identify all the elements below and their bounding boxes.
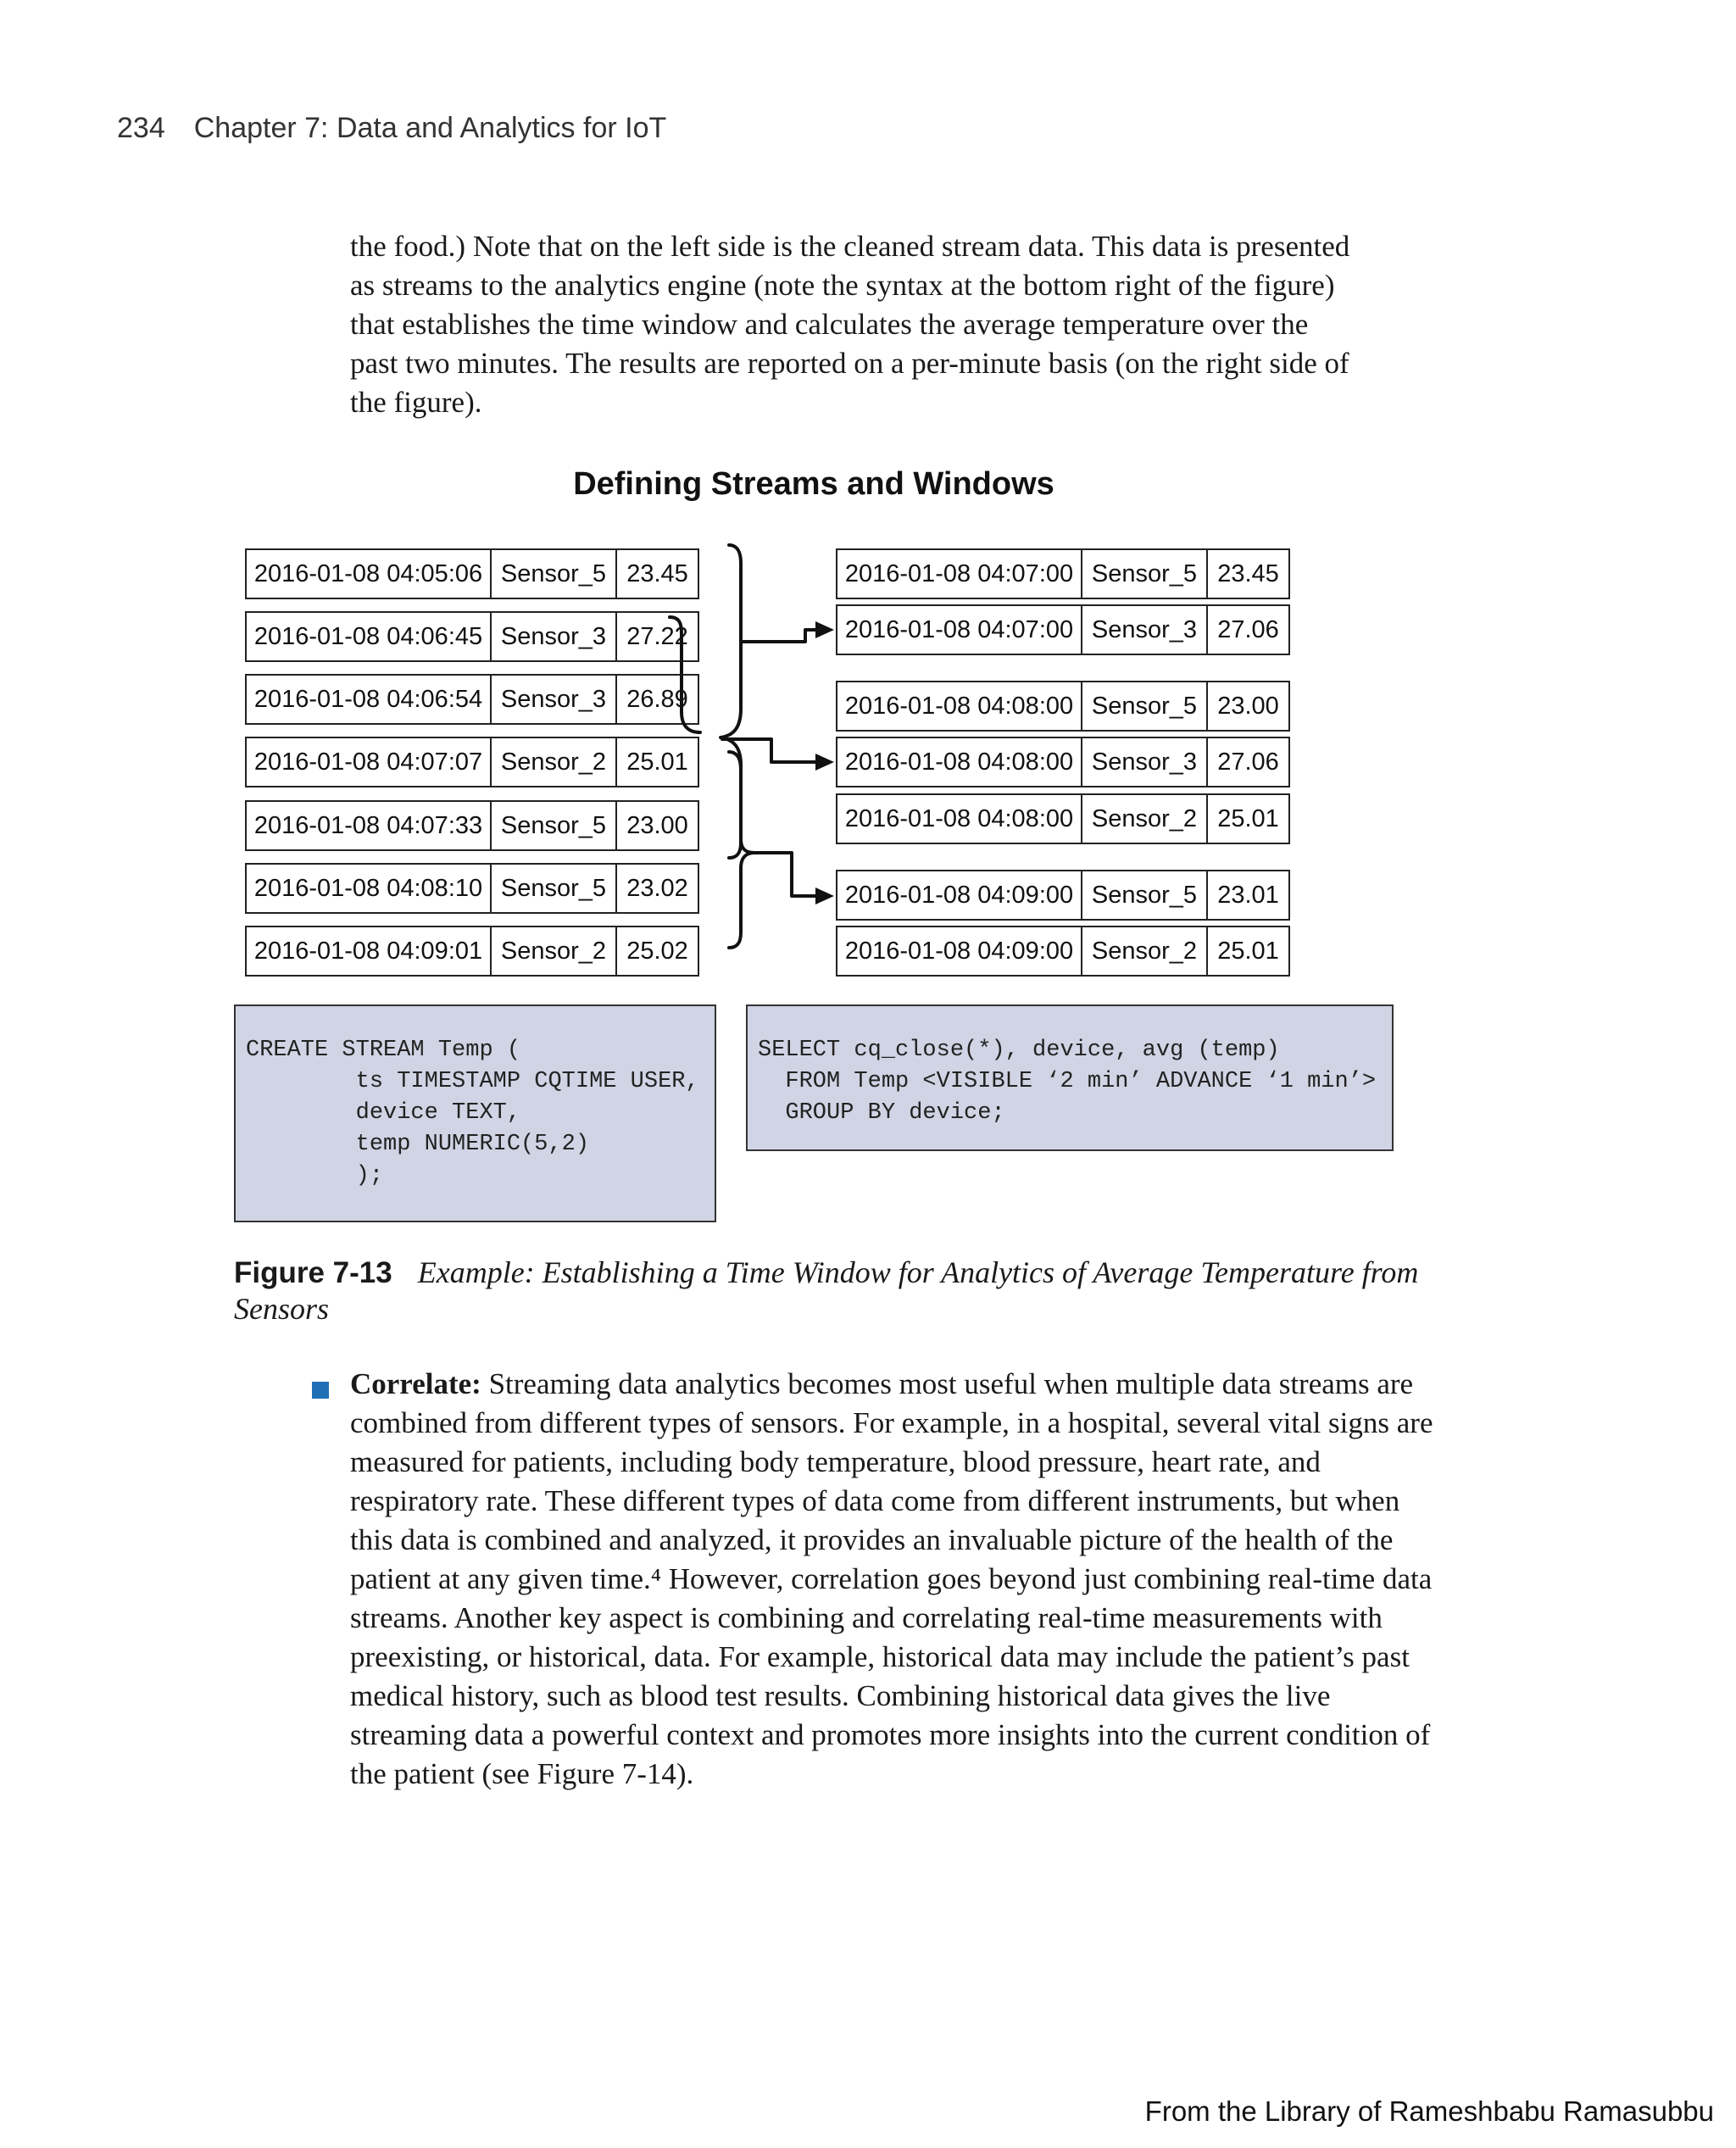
device-cell: Sensor_3 xyxy=(1081,606,1206,654)
select-query-code: SELECT cq_close(*), device, avg (temp) FROM Temp <VISIBLE ‘2 min’ ADVANCE ‘1 min’> GROUP BY device; xyxy=(746,1004,1394,1151)
temp-cell: 25.01 xyxy=(1206,927,1288,975)
device-cell: Sensor_5 xyxy=(490,802,615,849)
figure-number: Figure 7-13 xyxy=(234,1256,392,1289)
arrow-line xyxy=(754,853,821,896)
temp-cell: 25.02 xyxy=(615,927,698,975)
temp-cell: 23.00 xyxy=(1206,682,1288,730)
bullet-square-icon xyxy=(312,1382,329,1399)
temp-cell: 23.45 xyxy=(615,550,698,598)
page-number: 234 xyxy=(117,112,165,144)
arrow-head-icon xyxy=(815,754,834,771)
figure-title: Defining Streams and Windows xyxy=(573,466,1054,502)
timestamp-cell: 2016-01-08 04:08:00 xyxy=(844,692,1074,720)
device-cell: Sensor_3 xyxy=(490,676,615,723)
timestamp-cell: 2016-01-08 04:05:06 xyxy=(253,559,483,587)
device-cell: Sensor_2 xyxy=(1081,927,1206,975)
device-cell: Sensor_5 xyxy=(490,550,615,598)
device-cell: Sensor_3 xyxy=(490,613,615,660)
device-cell: Sensor_3 xyxy=(1081,738,1206,786)
timestamp-cell: 2016-01-08 04:08:10 xyxy=(253,874,483,902)
intro-line: the food.) Note that on the left side is the cleaned stream data. This data is presented xyxy=(350,230,1350,263)
window-brace xyxy=(721,545,741,858)
device-cell: Sensor_2 xyxy=(490,927,615,975)
timestamp-cell: 2016-01-08 04:06:45 xyxy=(253,622,483,650)
intro-line: as streams to the analytics engine (note the syntax at the bottom right of the figure) xyxy=(350,269,1335,302)
temp-cell: 26.89 xyxy=(615,676,698,723)
temp-cell: 23.00 xyxy=(615,802,698,849)
device-cell: Sensor_5 xyxy=(490,865,615,912)
temp-cell: 27.06 xyxy=(1206,738,1288,786)
timestamp-cell: 2016-01-08 04:06:54 xyxy=(253,685,483,713)
timestamp-cell: 2016-01-08 04:08:00 xyxy=(844,804,1074,832)
timestamp-cell: 2016-01-08 04:07:33 xyxy=(253,811,483,839)
temp-cell: 23.02 xyxy=(615,865,698,912)
timestamp-cell: 2016-01-08 04:09:01 xyxy=(253,937,483,965)
device-cell: Sensor_5 xyxy=(1081,871,1206,919)
arrow-head-icon xyxy=(815,621,834,638)
arrow-head-icon xyxy=(815,888,834,904)
temp-cell: 27.06 xyxy=(1206,606,1288,654)
intro-line: the figure). xyxy=(350,386,482,419)
timestamp-cell: 2016-01-08 04:07:00 xyxy=(844,615,1074,643)
create-stream-code: CREATE STREAM Temp ( ts TIMESTAMP CQTIME USER, device TEXT, temp NUMERIC(5,2) ); xyxy=(234,1004,716,1222)
timestamp-cell: 2016-01-08 04:07:00 xyxy=(844,559,1074,587)
arrow-line xyxy=(741,630,824,642)
device-cell: Sensor_2 xyxy=(490,738,615,786)
chapter-title: Chapter 7: Data and Analytics for IoT xyxy=(193,112,667,144)
library-footer: From the Library of Rameshbabu Ramasubbu xyxy=(1144,2095,1714,2127)
temp-cell: 23.45 xyxy=(1206,550,1288,598)
intro-line: past two minutes. The results are reported on a per-minute basis (on the right side of xyxy=(350,347,1349,380)
temp-cell: 25.01 xyxy=(615,738,698,786)
temp-cell: 27.22 xyxy=(615,613,698,660)
timestamp-cell: 2016-01-08 04:07:07 xyxy=(253,748,483,776)
figure-caption-text: Example: Establishing a Time Window for Analytics of Average Temperature from Sensors xyxy=(234,1255,1419,1326)
correlate-paragraph xyxy=(350,1365,1444,1794)
figure-caption xyxy=(234,1255,1505,1327)
intro-line: that establishes the time window and calculates the average temperature over the xyxy=(350,308,1309,341)
temp-cell: 25.01 xyxy=(1206,795,1288,843)
timestamp-cell: 2016-01-08 04:09:00 xyxy=(844,937,1074,965)
bullet-term: Correlate: xyxy=(350,1367,481,1400)
temp-cell: 23.01 xyxy=(1206,871,1288,919)
timestamp-cell: 2016-01-08 04:09:00 xyxy=(844,881,1074,909)
device-cell: Sensor_5 xyxy=(1081,550,1206,598)
device-cell: Sensor_5 xyxy=(1081,682,1206,730)
timestamp-cell: 2016-01-08 04:08:00 xyxy=(844,748,1074,776)
device-cell: Sensor_2 xyxy=(1081,795,1206,843)
window-brace xyxy=(670,617,700,732)
bullet-body: Streaming data analytics becomes most useful when multiple data streams are combined from different types of sensors. For example, in a hospital, several vital signs are measured for patients, including body temperature, blood pressure, heart rate, and respiratory rate. These different types of data come from different instruments, but when this data is combined and analyzed, it provides an invaluable picture of the health of the patient at any given time.⁴ However, correlation goes beyond just combining real-time data streams. Another key aspect is combining and correlating real-time measurements with preexisting, or historical, data. For example, historical data may include the patient’s past medical history, such as blood test results. Combining historical data gives the live streaming data a powerful context and promotes more insights into the current condition of the patient (see Figure 7-14). xyxy=(350,1367,1433,1790)
